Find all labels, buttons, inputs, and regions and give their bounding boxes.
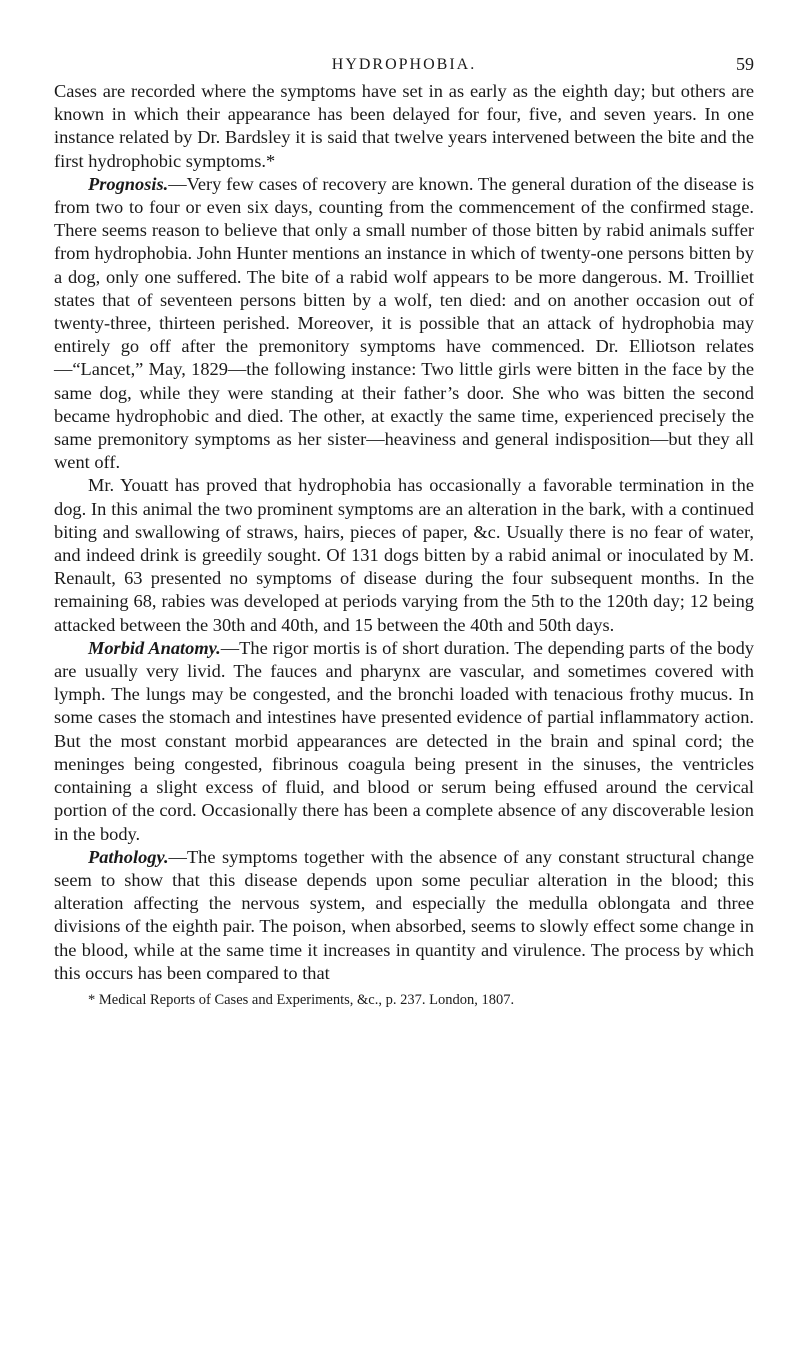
section-heading-pathology: Pathology. — [88, 846, 169, 867]
paragraph-prognosis — [54, 173, 754, 475]
body-text — [54, 80, 754, 985]
paragraph-text: Mr. Youatt has proved that hydrophobia has occasionally a favorable termination in the dog. In this animal the two prominent symptoms are an alteration in the bark, with a continued biting and swallowing of straws, hairs, pieces of paper, &c. Usually there is no fear of water, and indeed drink is greedily sought. Of 131 dogs bitten by a rabid animal or inoculated by M. Renault, 63 presented no symptoms of disease during the four subsequent months. In the remaining 68, rabies was developed at periods varying from the 5th to the 120th day; 12 being attacked between the 30th and 40th, and 15 between the 40th and 50th days. — [54, 475, 754, 635]
paragraph-onset — [54, 80, 754, 173]
paragraph-text: —The symptoms together with the absence of any constant structural change seem to show that this disease depends upon some peculiar alteration in the blood; this alteration affecting the nervous system, and especially the medulla oblongata and three divisions of the eighth pair. The poison, when absorbed, seems to slowly effect some change in the blood, while at the same time it increases in quantity and virulence. The process by which this occurs has been compared to that — [54, 846, 754, 983]
paragraph-pathology — [54, 846, 754, 985]
paragraph-text: Cases are recorded where the symptoms have set in as early as the eighth day; but others are known in which their appearance has been delayed for four, five, and seven years. In one instance related by Dr. Bardsley it is said that twelve years intervened between the bite and the first hydrophobic symptoms.* — [54, 81, 754, 171]
paragraph-text: —Very few cases of recovery are known. The general duration of the disease is from two to four or even six days, counting from the commencement of the confirmed stage. There seems reason to believe that only a small number of those bitten by rabid animals suffer from hydrophobia. John Hunter mentions an instance in which of twenty-one persons bitten by a dog, only one suffered. The bite of a rabid wolf appears to be more dangerous. M. Troilliet states that of seventeen persons bitten by a wolf, ten died: and on another occasion out of twenty-three, thirteen perished. Moreover, it is possible that an attack of hydrophobia may entirely go off after the premonitory symptoms have commenced. Dr. Elliotson relates—“Lancet,” May, 1829—the following instance: Two little girls were bitten in the face by the same dog, while they were standing at their father’s door. She who was bitten the second became hydrophobic and died. The other, at exactly the same time, experienced precisely the same premonitory symptoms as her sister—heaviness and general indisposition—but they all went off. — [54, 173, 754, 473]
section-heading-prognosis: Prognosis. — [88, 173, 169, 194]
running-header — [54, 50, 754, 80]
paragraph-youatt — [54, 474, 754, 636]
book-page — [54, 50, 754, 1009]
paragraph-text: —The rigor mortis is of short duration. The depending parts of the body are usually very livid. The fauces and pharynx are vascular, and sometimes covered with lymph. The lungs may be congested, and the bronchi loaded with tenacious frothy mucus. In some cases the stomach and intestines have presented evidence of partial inflammatory action. But the most constant morbid appearances are detected in the brain and spinal cord; the meninges being congested, fibrinous coagula being present in the sinuses, the ventricles containing a slight excess of fluid, and blood or serum being effused around the cervical portion of the cord. Occasionally there has been a complete absence of any discoverable lesion in the body. — [54, 637, 755, 844]
paragraph-morbid-anatomy — [54, 637, 754, 846]
footnote: * Medical Reports of Cases and Experiments, &c., p. 237. London, 1807. — [88, 991, 515, 1008]
section-heading-morbid-anatomy: Morbid Anatomy. — [88, 637, 221, 658]
page-number: 59 — [736, 54, 754, 74]
running-title: HYDROPHOBIA. — [331, 56, 477, 73]
